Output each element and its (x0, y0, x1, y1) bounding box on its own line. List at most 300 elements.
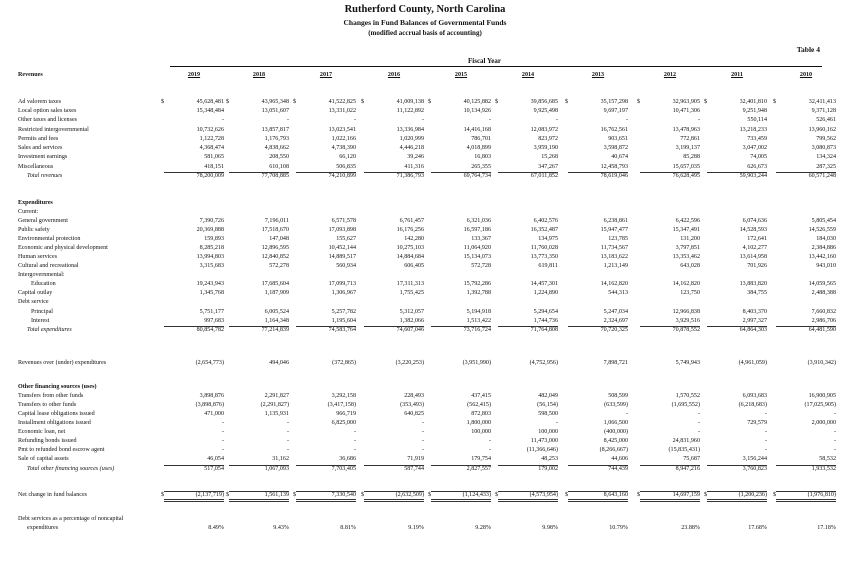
table-cell: 71,919 (407, 456, 424, 462)
table-cell: 14,697,159 (672, 492, 700, 498)
dollar-sign: $ (495, 99, 499, 105)
table-cell: 6,093,683 (742, 393, 767, 399)
table-cell: - (555, 420, 558, 426)
table-cell: (4,961,059) (738, 360, 767, 366)
table-cell: 572,278 (269, 263, 289, 269)
row-label: Economic loan, net (18, 429, 66, 435)
table-cell: 6,074,636 (742, 218, 767, 224)
row-label: Current: (18, 209, 39, 215)
table-cell: 1,067,093 (264, 466, 289, 472)
table-cell: 2,291,827 (264, 393, 289, 399)
table-row (0, 235, 850, 243)
subtotal-rule (431, 326, 491, 327)
row-label: Cultural and recreational (18, 263, 79, 269)
table-cell: 32,963,905 (672, 99, 700, 105)
subtotal-rule (229, 465, 289, 466)
table-cell: 159,893 (204, 236, 224, 242)
table-cell: 12,840,852 (261, 254, 289, 260)
table-cell: 39,246 (407, 154, 424, 160)
table-cell: 15,792,286 (463, 281, 491, 287)
year-header-2012: 2012 (663, 72, 677, 78)
table-cell: 6,422,596 (675, 218, 700, 224)
table-cell: 85,288 (683, 154, 700, 160)
table-row (0, 465, 850, 473)
table-row (0, 359, 850, 367)
subtotal-rule (164, 465, 224, 466)
subtotal-rule (498, 326, 558, 327)
table-cell: - (697, 420, 700, 426)
table-cell: 619,811 (538, 263, 558, 269)
subtotal-rule (707, 491, 767, 492)
year-header-row (0, 71, 850, 79)
report-basis: (modified accrual basis of accounting) (368, 29, 482, 37)
table-row (0, 116, 850, 124)
table-cell: 12,458,793 (600, 164, 628, 170)
table-cell: 9.19% (408, 525, 424, 531)
total-double-rule (776, 499, 836, 502)
table-row (0, 298, 850, 306)
table-cell: 560,934 (336, 263, 356, 269)
dollar-sign: $ (637, 99, 641, 105)
table-cell: 77,708,885 (261, 173, 289, 179)
table-cell: 64,864,303 (739, 327, 767, 333)
table-cell: (3,220,253) (395, 360, 424, 366)
table-cell: 643,028 (680, 263, 700, 269)
table-cell: - (697, 411, 700, 417)
subtotal-rule (568, 491, 628, 492)
table-cell: 5,247,034 (603, 309, 628, 315)
table-row (0, 144, 850, 152)
table-cell: - (488, 447, 491, 453)
dollar-sign: $ (565, 99, 569, 105)
table-row (0, 326, 850, 334)
table-cell: 265,355 (471, 164, 491, 170)
table-cell: 13,336,984 (396, 127, 424, 133)
table-cell: (400,000) (604, 429, 628, 435)
table-cell: 74,607,046 (396, 327, 424, 333)
table-cell: 179,754 (471, 456, 491, 462)
row-label: Interest (31, 318, 50, 324)
table-number: Table 4 (796, 45, 820, 54)
table-cell: 1,744,736 (533, 318, 558, 324)
subtotal-rule (164, 326, 224, 327)
row-label: Transfers from other funds (18, 393, 84, 399)
table-cell: 610,108 (269, 164, 289, 170)
row-label: Net change in fund balances (18, 492, 88, 498)
row-label: Principal (31, 309, 54, 315)
table-cell: 12,896,595 (261, 245, 289, 251)
table-cell: (353,493) (400, 402, 424, 408)
table-cell: (1,976,810) (807, 492, 836, 498)
table-cell: (3,417,158) (327, 402, 356, 408)
table-cell: 39,856,685 (530, 99, 558, 105)
table-cell: - (488, 117, 491, 123)
table-cell: (1,200,236) (738, 492, 767, 498)
table-cell: 73,716,724 (463, 327, 491, 333)
table-cell: 13,218,233 (739, 127, 767, 133)
table-cell: 134,324 (816, 154, 836, 160)
table-row (0, 317, 850, 325)
table-cell: - (833, 411, 836, 417)
table-cell: - (833, 447, 836, 453)
row-label: Total revenues (27, 173, 63, 179)
table-cell: 14,528,593 (739, 227, 767, 233)
table-cell: 74,005 (750, 154, 767, 160)
table-cell: 1,382,066 (399, 318, 424, 324)
table-cell: 2,997,327 (742, 318, 767, 324)
row-label: Economic and physical development (18, 245, 108, 251)
subtotal-rule (640, 326, 700, 327)
total-double-rule (296, 499, 356, 502)
table-cell: 15,348,484 (196, 108, 224, 114)
table-row (0, 172, 850, 180)
table-cell: 903,651 (608, 136, 628, 142)
row-label: Public safety (18, 227, 50, 233)
year-header-2011: 2011 (731, 72, 743, 78)
table-cell: 517,054 (204, 466, 224, 472)
table-cell: 1,513,422 (466, 318, 491, 324)
subtotal-rule (229, 172, 289, 173)
table-cell: 12,083,972 (530, 127, 558, 133)
table-cell: - (221, 438, 224, 444)
table-row (0, 253, 850, 261)
table-cell: 1,392,788 (466, 290, 491, 296)
table-cell: 5,194,918 (466, 309, 491, 315)
table-cell: 14,884,684 (396, 254, 424, 260)
year-header-2013: 2013 (591, 72, 605, 78)
table-cell: 16,762,561 (600, 127, 628, 133)
table-cell: 17.18% (817, 525, 836, 531)
table-cell: 123,785 (608, 236, 628, 242)
table-cell: 9,697,197 (603, 108, 628, 114)
table-cell: 9,925,498 (533, 108, 558, 114)
table-cell: 5,312,057 (399, 309, 424, 315)
table-cell: 3,959,190 (533, 145, 558, 151)
table-cell: 6,571,578 (331, 218, 356, 224)
table-cell: 2,827,557 (466, 466, 491, 472)
table-row (0, 428, 850, 436)
row-label: Total other financing sources (uses) (27, 466, 115, 472)
row-label: General government (18, 218, 68, 224)
table-row (0, 491, 850, 499)
table-cell: 11,473,000 (530, 438, 558, 444)
table-cell: 550,114 (747, 117, 767, 123)
table-cell: 701,926 (747, 263, 767, 269)
table-cell: 587,744 (404, 466, 424, 472)
subtotal-rule (640, 172, 700, 173)
subtotal-rule (776, 491, 836, 492)
row-label: Revenues over (under) expenditures (18, 360, 107, 366)
table-cell: (3,898,876) (195, 402, 224, 408)
table-cell: 48,253 (541, 456, 558, 462)
table-cell: 16,176,256 (396, 227, 424, 233)
table-cell: 155,627 (336, 236, 356, 242)
table-cell: 1,122,728 (199, 136, 224, 142)
row-label: expenditures (27, 525, 59, 531)
table-cell: 626,673 (747, 164, 767, 170)
table-cell: 69,764,734 (463, 173, 491, 179)
table-cell: (1,124,433) (462, 492, 491, 498)
row-label: Local option sales taxes (18, 108, 77, 114)
dollar-sign: $ (161, 492, 165, 498)
table-cell: 15,657,035 (672, 164, 700, 170)
table-cell: 544,313 (608, 290, 628, 296)
table-cell: 872,803 (471, 411, 491, 417)
table-row (0, 437, 850, 445)
table-cell: 1,306,967 (331, 290, 356, 296)
table-cell: 482,049 (538, 393, 558, 399)
dollar-sign: $ (293, 99, 297, 105)
table-cell: 4,368,474 (199, 145, 224, 151)
table-cell: (3,951,990) (462, 360, 491, 366)
row-label: Human services (18, 254, 58, 260)
table-cell: 74,583,764 (328, 327, 356, 333)
year-header-2019: 2019 (187, 72, 201, 78)
table-cell: 184,030 (816, 236, 836, 242)
table-cell: 3,080,873 (811, 145, 836, 151)
table-cell: - (286, 420, 289, 426)
table-cell: 3,292,158 (331, 393, 356, 399)
subtotal-rule (640, 465, 700, 466)
subtotal-rule (431, 491, 491, 492)
table-cell: 10,134,926 (463, 108, 491, 114)
subtotal-rule (364, 326, 424, 327)
table-cell: 10.79% (609, 525, 628, 531)
table-cell: - (221, 420, 224, 426)
table-cell: 16,352,487 (530, 227, 558, 233)
table-cell: 4,018,899 (466, 145, 491, 151)
year-header-2018: 2018 (252, 72, 266, 78)
table-cell: - (421, 420, 424, 426)
subtotal-rule (296, 491, 356, 492)
subtotal-rule (296, 465, 356, 466)
subtotal-rule (776, 172, 836, 173)
report-subtitle: Changes in Fund Balances of Governmental Funds (343, 18, 507, 27)
table-row (0, 153, 850, 161)
table-cell: 3,199,137 (675, 145, 700, 151)
dollar-sign: $ (773, 99, 777, 105)
table-cell: 606,405 (404, 263, 424, 269)
table-cell: 66,120 (339, 154, 356, 160)
table-cell: 8.81% (340, 525, 356, 531)
table-cell: 4,838,662 (264, 145, 289, 151)
table-cell: 411,316 (404, 164, 424, 170)
table-row (0, 446, 850, 454)
subtotal-rule (364, 491, 424, 492)
subtotal-rule (640, 491, 700, 492)
fiscal-year-rule (170, 66, 822, 67)
table-cell: 32,411,413 (808, 99, 836, 105)
table-cell: 10,452,144 (328, 245, 356, 251)
table-cell: - (421, 438, 424, 444)
table-cell: 9.28% (475, 525, 491, 531)
table-cell: 640,825 (404, 411, 424, 417)
table-cell: 997,683 (204, 318, 224, 324)
table-cell: 134,975 (538, 236, 558, 242)
table-cell: - (764, 411, 767, 417)
table-cell: 228,493 (404, 393, 424, 399)
table-cell: 46,054 (207, 456, 224, 462)
table-row (0, 135, 850, 143)
table-cell: 799,562 (816, 136, 836, 142)
table-cell: 14,457,301 (530, 281, 558, 287)
table-cell: 31,162 (272, 456, 289, 462)
table-cell: (2,137,719) (195, 492, 224, 498)
row-label: Investment earnings (18, 154, 68, 160)
table-cell: (562,415) (467, 402, 491, 408)
table-cell: 437,415 (471, 393, 491, 399)
table-cell: 1,187,909 (264, 290, 289, 296)
row-label: Sale of capital assets (18, 456, 69, 462)
table-cell: 10,732,626 (196, 127, 224, 133)
year-header-2015: 2015 (454, 72, 468, 78)
table-cell: 13,994,803 (196, 254, 224, 260)
total-double-rule (707, 499, 767, 502)
table-cell: (372,865) (332, 360, 356, 366)
table-cell: 172,641 (747, 236, 767, 242)
table-cell: (1,695,552) (671, 402, 700, 408)
table-row (0, 401, 850, 409)
table-cell: - (625, 411, 628, 417)
table-cell: 13,353,462 (672, 254, 700, 260)
table-cell: 1,800,000 (466, 420, 491, 426)
table-cell: 13,331,022 (328, 108, 356, 114)
table-cell: 1,755,425 (399, 290, 424, 296)
table-cell: 2,384,886 (811, 245, 836, 251)
table-cell: 3,929,516 (675, 318, 700, 324)
row-label: Education (31, 281, 56, 287)
subtotal-rule (568, 465, 628, 466)
subtotal-rule (164, 491, 224, 492)
table-row (0, 126, 850, 134)
year-header-2016: 2016 (387, 72, 401, 78)
subtotal-rule (431, 172, 491, 173)
table-cell: 9.98% (542, 525, 558, 531)
table-cell: 3,797,851 (675, 245, 700, 251)
total-double-rule (568, 499, 628, 502)
dollar-sign: $ (428, 492, 432, 498)
table-cell: - (353, 117, 356, 123)
table-cell: - (625, 117, 628, 123)
table-row (0, 262, 850, 270)
table-cell: 13,442,160 (808, 254, 836, 260)
table-cell: - (488, 438, 491, 444)
table-cell: 14,162,820 (672, 281, 700, 287)
table-row (0, 217, 850, 225)
table-cell: 11,734,567 (600, 245, 628, 251)
table-cell: 6,238,861 (603, 218, 628, 224)
table-cell: 41,009,138 (396, 99, 424, 105)
table-cell: 7,703,405 (331, 466, 356, 472)
table-cell: 1,933,532 (811, 466, 836, 472)
table-cell: 966,719 (336, 411, 356, 417)
subtotal-rule (498, 172, 558, 173)
table-cell: - (221, 117, 224, 123)
table-cell: 6,825,000 (331, 420, 356, 426)
dollar-sign: $ (161, 99, 165, 105)
table-cell: 9,371,128 (811, 108, 836, 114)
table-cell: 4,102,277 (742, 245, 767, 251)
table-cell: 17,518,670 (261, 227, 289, 233)
table-cell: 36,686 (339, 456, 356, 462)
year-header-2010: 2010 (799, 72, 813, 78)
table-cell: 123,750 (680, 290, 700, 296)
table-cell: 4,446,218 (399, 145, 424, 151)
table-cell: 179,002 (538, 466, 558, 472)
table-cell: 1,345,768 (199, 290, 224, 296)
table-cell: 70,878,552 (672, 327, 700, 333)
table-cell: 6,402,576 (533, 218, 558, 224)
table-cell: 7,196,011 (264, 218, 289, 224)
table-row (0, 208, 850, 216)
table-cell: 11,122,892 (396, 108, 424, 114)
row-label: Refunding bonds issued (18, 438, 77, 444)
table-cell: 64,481,590 (808, 327, 836, 333)
year-header-2014: 2014 (521, 72, 535, 78)
table-cell: (3,910,342) (807, 360, 836, 366)
table-cell: - (221, 447, 224, 453)
table-cell: 7,390,726 (199, 218, 224, 224)
row-label: Intergovernmental: (18, 272, 65, 278)
table-cell: 76,628,495 (672, 173, 700, 179)
table-cell: (11,366,646) (526, 447, 558, 453)
table-cell: 471,000 (204, 411, 224, 417)
table-cell: 1,020,999 (399, 136, 424, 142)
table-cell: 8.49% (208, 525, 224, 531)
table-cell: - (221, 429, 224, 435)
subtotal-rule (568, 172, 628, 173)
table-cell: 142,280 (404, 236, 424, 242)
table-cell: 77,214,839 (261, 327, 289, 333)
table-cell: 13,478,963 (672, 127, 700, 133)
table-cell: 14,162,820 (600, 281, 628, 287)
table-cell: 78,619,046 (600, 173, 628, 179)
table-cell: 58,532 (819, 456, 836, 462)
dollar-sign: $ (361, 492, 365, 498)
table-cell: 100,000 (471, 429, 491, 435)
table-cell: (4,752,956) (529, 360, 558, 366)
subtotal-rule (498, 465, 558, 466)
table-cell: 20,369,888 (196, 227, 224, 233)
table-cell: 7,898,721 (603, 360, 628, 366)
table-cell: 744,439 (608, 466, 628, 472)
table-cell: 4,738,390 (331, 145, 356, 151)
row-label: Other taxes and licenses (18, 117, 78, 123)
table-cell: 16,900,905 (808, 393, 836, 399)
fiscal-year-label: Fiscal Year (468, 57, 501, 65)
revenues-heading: Revenues (18, 72, 43, 78)
subtotal-rule (707, 326, 767, 327)
table-cell: 71,764,808 (530, 327, 558, 333)
dollar-sign: $ (361, 99, 365, 105)
row-label: Other financing sources (uses) (18, 384, 97, 390)
table-cell: 347,267 (538, 164, 558, 170)
table-cell: 80,854,782 (196, 327, 224, 333)
table-cell: 14,889,517 (328, 254, 356, 260)
table-cell: 17,685,604 (261, 281, 289, 287)
table-cell: - (764, 447, 767, 453)
table-cell: (4,573,954) (529, 492, 558, 498)
table-cell: 15,134,073 (463, 254, 491, 260)
table-cell: 40,125,882 (463, 99, 491, 105)
table-cell: 12,966,838 (672, 309, 700, 315)
table-row (0, 383, 850, 391)
row-label: Capital outlay (18, 290, 53, 296)
table-cell: 11,064,920 (463, 245, 491, 251)
table-cell: - (764, 429, 767, 435)
table-cell: - (421, 447, 424, 453)
table-row (0, 289, 850, 297)
